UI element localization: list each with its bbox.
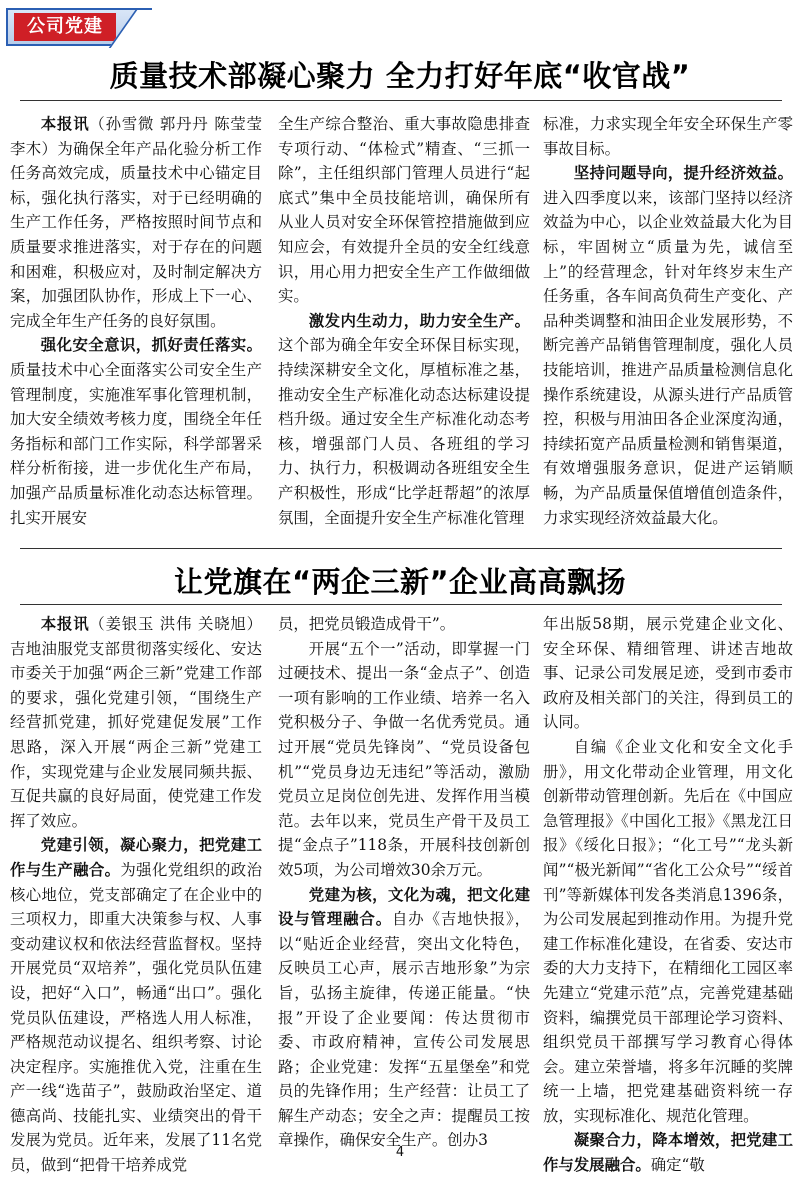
paragraph-text: 自办《吉地快报》，以“贴近企业经营，突出文化特色，反映员工心声，展示吉地形象”为宗旨，弘扬主旋律，传递正能量。“快报”开设了企业要闻：传达贯彻市委、市政府精神，宣传公司发展思路；企业党建：发挥“五星堡垒”和党员的先锋作用；生产经营：让员工了解生产动态；安全之声：提醒员工按章操作，确保安全生产。创办3 <box>278 910 530 1150</box>
page-number: 4 <box>395 1145 405 1160</box>
article-2-headline: 让党旗在“两企三新”企业高高飘扬 <box>173 565 627 599</box>
paragraph-text: （姜银玉 洪伟 关晓旭）吉地油服党支部贯彻落实绥化、安达市委关于加强“两企三新”党建工作部的要求，强化党建引领，“围绕生产经营抓党建，抓好党建促发展”工作思路，深入开展“两企三新”党建工作，实现党建与企业发展同频共振、互促共赢的良好局面，使党建工作发挥了效应。 <box>10 615 262 830</box>
paragraph <box>278 612 530 637</box>
article-1-headline: 质量技术部凝心聚力 全力打好年底“收官战” <box>109 59 691 93</box>
paragraph <box>543 735 793 1129</box>
paragraph <box>278 883 530 1154</box>
article-1-column-3 <box>543 112 793 530</box>
paragraph-text: 年出版58期，展示党建企业文化、安全环保、精细管理、讲述吉地故事、记录公司发展足迹，受到市委市政府及相关部门的关注，得到员工的认同。 <box>543 615 793 732</box>
headline-2-rule <box>20 604 782 605</box>
section-tag <box>6 8 152 46</box>
paragraph-text: 确定“敬 <box>650 1156 705 1175</box>
paragraph-text: 这个部为确全年安全环保目标实现，持续深耕安全文化，厚植标准之基，推动安全生产标准化动态达标建设提档升级。通过安全生产标准化动态考核，增强部门人员、各班组的学习力、执行力，积极调动各班组安全生产积极性，形成“比学赶帮超”的浓厚氛围，全面提升安全生产标准化管理 <box>278 336 530 527</box>
paragraph <box>10 833 262 1177</box>
article-2-column-2 <box>278 612 530 1153</box>
paragraph-text: 进入四季度以来，该部门坚持以经济效益为中心，以企业效益最大化为目标，牢固树立“质量为先，诚信至上”的经营理念，针对年终岁末生产任务重，各车间高负荷生产变化、产品种类调整和油田企业发展形势，不断完善产品销售管理制度，强化人员技能培训，推进产品质量检测信息化操作系统建设，从源头进行产品质管控，积极与用油田各企业深度沟通，持续拓宽产品质量检测和销售渠道，有效增强服务意识，促进产运销顺畅，为产品质量保值增值创造条件，力求实现经济效益最大化。 <box>543 188 793 527</box>
paragraph <box>10 112 262 333</box>
paragraph-lead: 党建为核，文化为魂，把文化建设与管理融合。 <box>278 885 530 929</box>
paragraph-text: 员，把党员锻造成骨干”。 <box>278 615 456 633</box>
paragraph-text: 质量技术中心全面落实公司安全生产管理制度，实施准军事化管理机制，加大安全绩效考核力度，围绕全年任务指标和部门工作实际，科学部署采样分析衔接，进一步优化生产布局，加强产品质量标准化动态达标管理。扎实开展安 <box>10 360 262 527</box>
paragraph <box>278 637 530 883</box>
article-divider <box>20 548 782 549</box>
paragraph-lead: 本报讯 <box>40 115 90 133</box>
paragraph <box>278 309 530 530</box>
paragraph <box>543 161 793 530</box>
paragraph-lead: 本报讯 <box>40 615 90 633</box>
section-tag-label: 公司党建 <box>14 13 116 41</box>
paragraph <box>543 112 793 161</box>
paragraph <box>10 333 262 530</box>
article-2-column-3 <box>543 612 793 1178</box>
article-2-column-1 <box>10 612 262 1178</box>
paragraph <box>10 612 262 833</box>
paragraph-lead: 强化安全意识，抓好责任落实。 <box>40 336 262 355</box>
article-1-column-2 <box>278 112 530 530</box>
paragraph-lead: 激发内生动力，助力安全生产。 <box>308 311 530 330</box>
paragraph-lead: 凝聚合力，降本增效，把党建工作与发展融合。 <box>543 1131 793 1175</box>
headline-1-rule <box>20 100 782 101</box>
paragraph <box>543 612 793 735</box>
paragraph-text: 标准，力求实现全年安全环保生产零事故目标。 <box>543 115 793 158</box>
article-1-column-1 <box>10 112 262 530</box>
paragraph-text: 全生产综合整治、重大事故隐患排查专项行动、“体检式”精查、“三抓一除”，主任组织部门管理人员进行“起底式”集中全员技能培训，确保所有从业人员对安全环保管控措施做到应知应会，有效提升全员的安全红线意识，用心用力把安全生产工作做细做实。 <box>278 115 530 306</box>
paragraph-lead: 坚持问题导向，提升经济效益。 <box>573 164 793 183</box>
paragraph-text: 为强化党组织的政治核心地位，党支部确定了在企业中的三项权力，即重大决策参与权、人事变动建议权和依法经营监督权。坚持开展党员“双培养”，强化党员队伍建设，把好“入口”，畅通“出口”。强化党员队伍建设，严格选人用人标准，严格规范动议提名、组织考察、讨论决定程序。实施推优入党，注重在生产一线“选苗子”，鼓励政治坚定、道德高尚、技能扎实、业绩突出的骨干发展为党员。近年来，发展了11名党员，做到“把骨干培养成党 <box>10 860 262 1175</box>
paragraph-text: （孙雪微 郭丹丹 陈莹莹 李木）为确保全年产品化验分析工作任务高效完成，质量技术中心锚定目标，强化执行落实，对于已经明确的生产工作任务，严格按照时间节点和质量要求推进落实，对于存在的问题和困难，积极应对，及时制定解决方案，加强团队协作，形成上下一心、完成全年生产任务的良好氛围。 <box>10 115 262 330</box>
paragraph-text: 开展“五个一”活动，即掌握一门过硬技术、提出一条“金点子”、创造一项有影响的工作业绩、培养一名入党积极分子、争做一名优秀党员。通过开展“党员先锋岗”、“党员设备包机”“党员身边无违纪”等活动，激励党员立足岗位创先进、发挥作用当模范。去年以来，党员生产骨干及员工提“金点子”118条，开展科技创新创效5项，为公司增效30余万元。 <box>278 639 530 879</box>
paragraph-text: 自编《企业文化和安全文化手册》，用文化带动企业管理，用文化创新带动管理创新。先后在《中国应急管理报》《中国化工报》《黑龙江日报》《绥化日报》；“化工号”“龙头新闻”“极光新闻”“省化工公众号”“绥首刊”等新媒体刊发各类消息1396条，为公司发展起到推动作用。为提升党建工作标准化建设，在省委、安达市委的大力支持下，在精细化工园区率先建立“党建示范”点，完善党建基础资料，编撰党员干部理论学习资料、组织党员干部撰写学习教育心得体会。建立荣誉墙，将多年沉睡的奖牌统一上墙，把党建基础资料统一存放，实现标准化、规范化管理。 <box>543 737 793 1125</box>
paragraph-lead: 党建引领，凝心聚力，把党建工作与生产融合。 <box>10 836 262 879</box>
paragraph <box>278 112 530 309</box>
